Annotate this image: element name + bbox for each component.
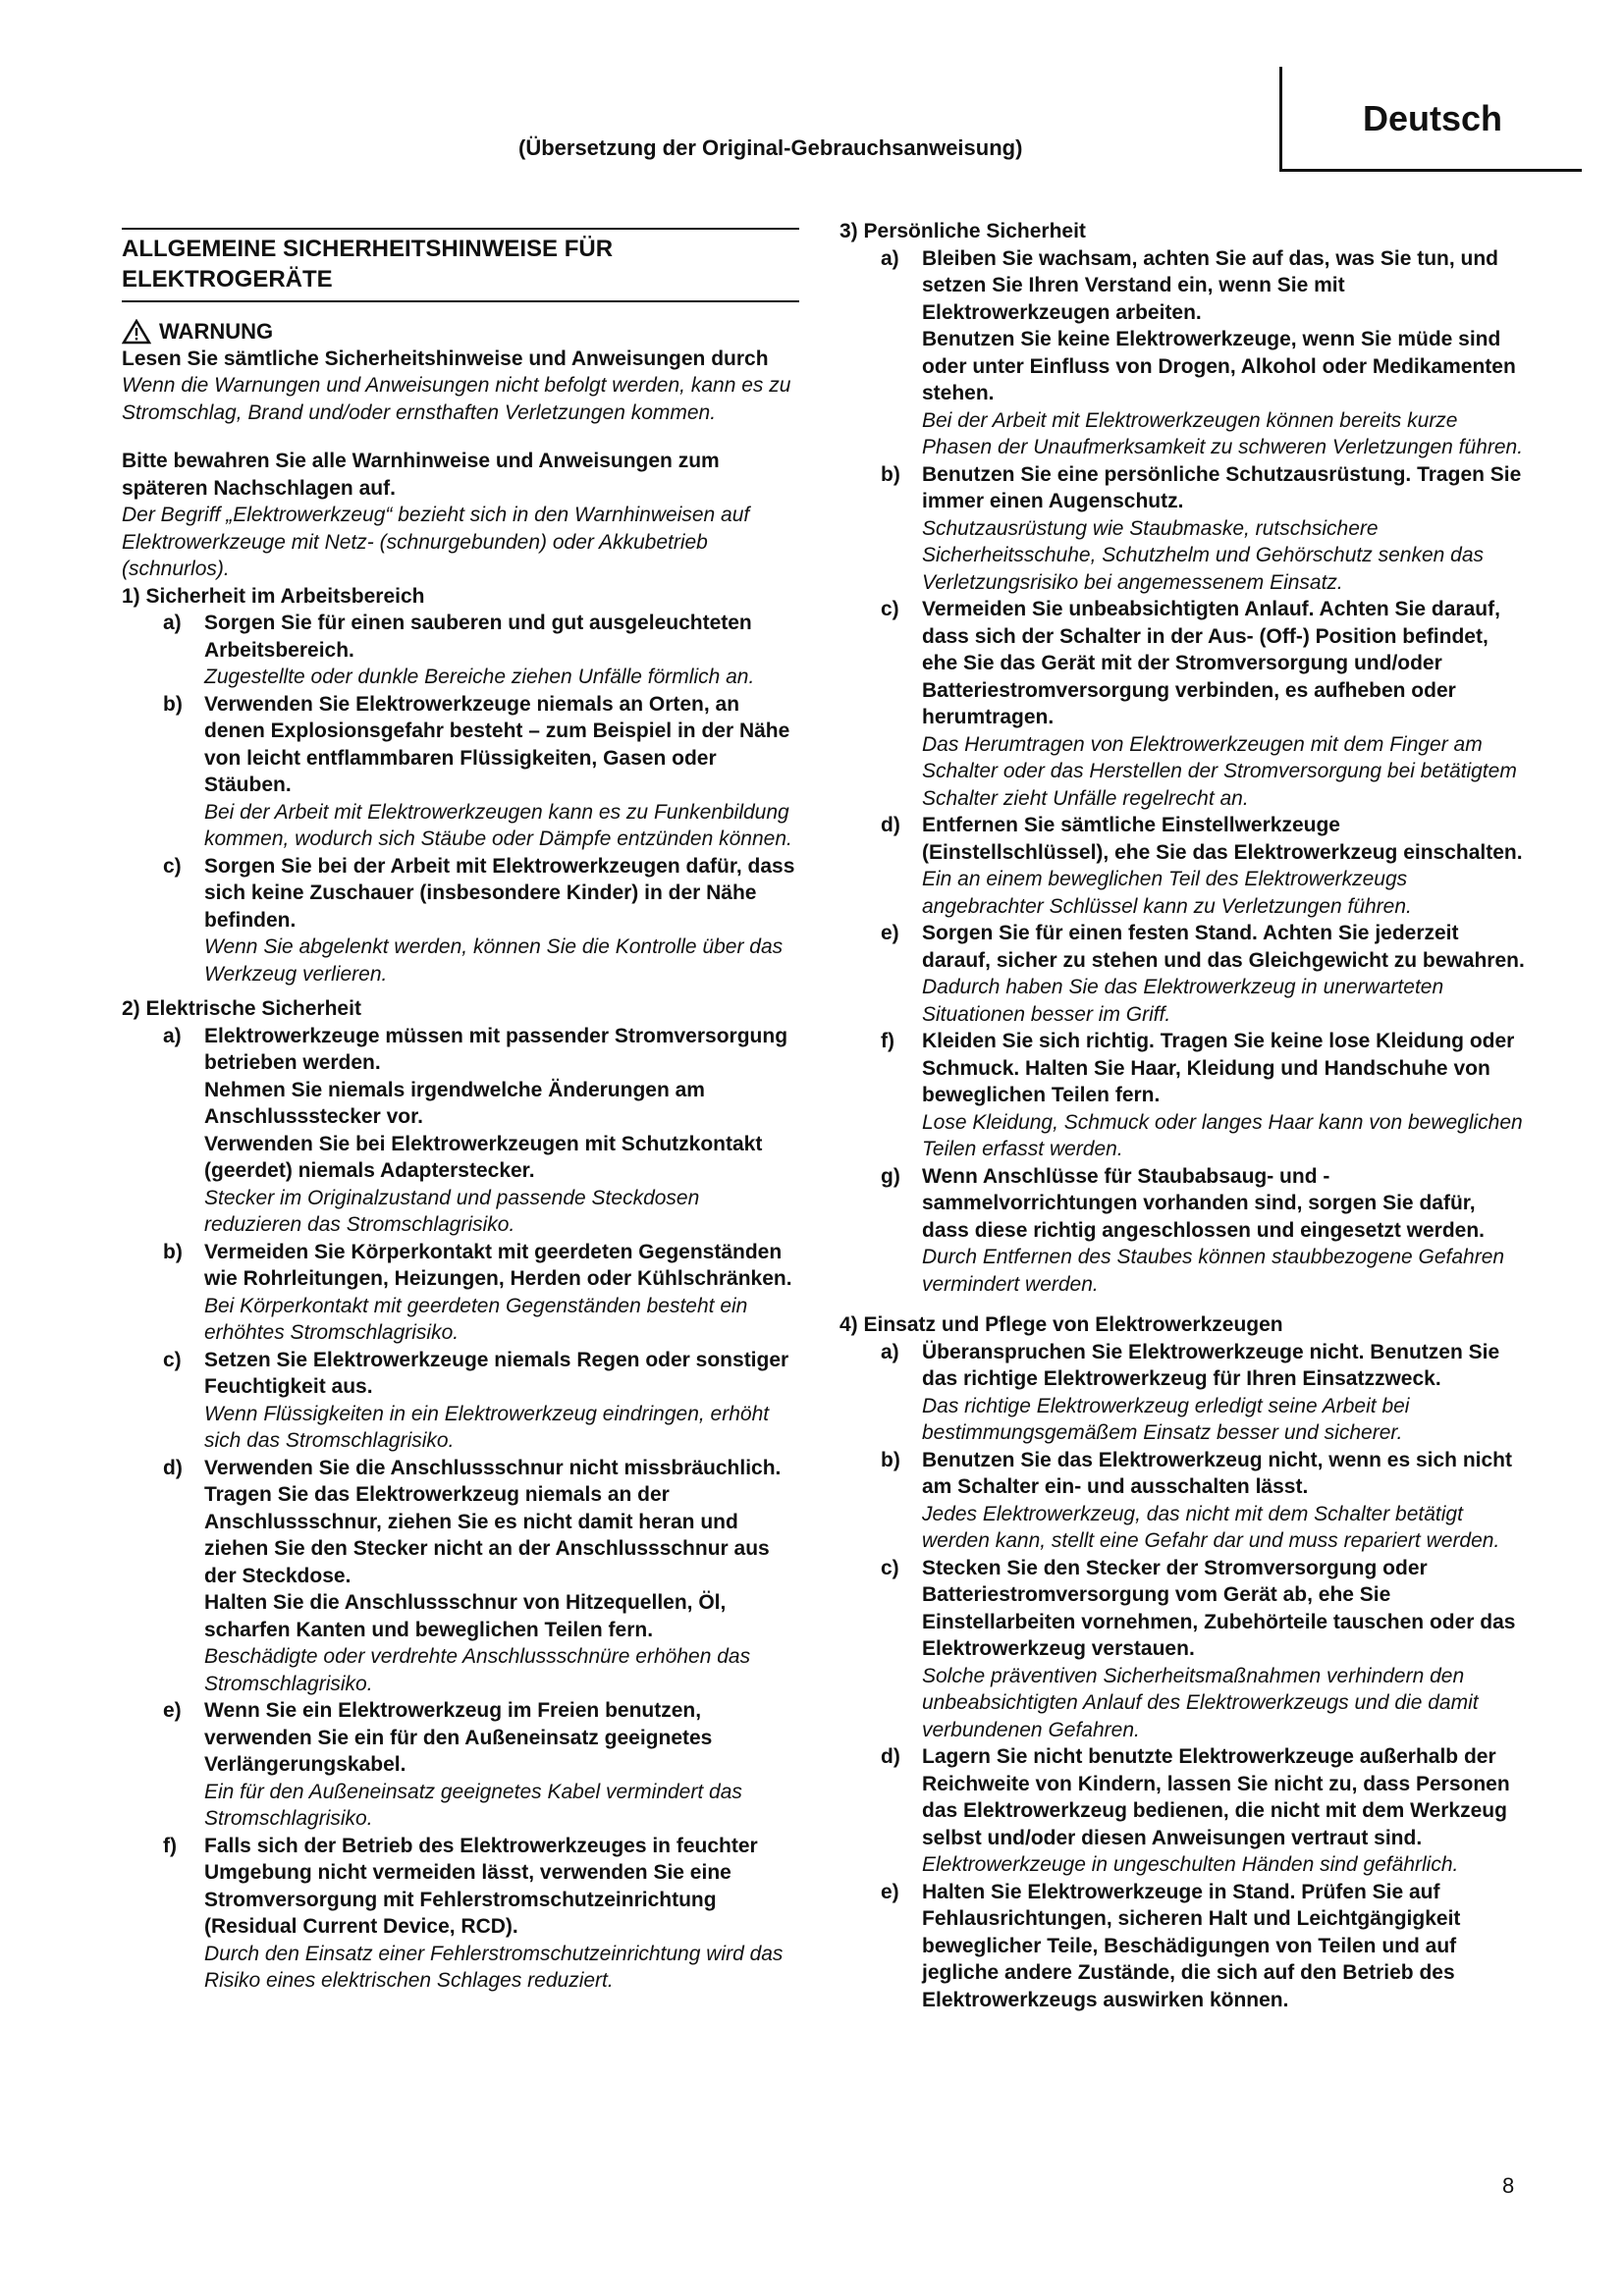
section-3e: e) Sorgen Sie für einen festen Stand. Achten Sie jederzeit darauf, sicher zu stehen und das Gleichgewicht zu bewahren. Dadurch haben Sie das Elektrowerkzeug in unerwarteten Situationen besser im Griff.	[881, 922, 1525, 1026]
section-4e: e) Halten Sie Elektrowerkzeuge in Stand. Prüfen Sie auf Fehlausrichtungen, sicheren Halt und Leichtgängigkeit beweglicher Teile, Beschädigungen von Teilen und auf jegliche andere Zustände, die sich auf den Betrieb des Elektrowerkzeugs auswirken können.	[881, 1880, 1461, 2011]
section-4d: d) Lagern Sie nicht benutzte Elektrowerkzeuge außerhalb der Reichweite von Kindern, lassen Sie nicht zu, dass Personen das Elektrowerkzeug bedienen, die nicht mit dem Werkzeug selbst und/oder diesen Anweisungen vertraut sind. Elektrowerkzeuge in ungeschulten Händen sind gefährlich.	[881, 1745, 1510, 1876]
language-label: Deutsch	[1363, 98, 1503, 138]
section-2-title: 2) Elektrische Sicherheit	[122, 997, 361, 1020]
section-1b: b) Verwenden Sie Elektrowerkzeuge niemals an Orten, an denen Explosionsgefahr besteht – zum Beispiel in der Nähe von leicht entflammbaren Flüssigkeiten, Gasen oder Stäuben. Bei der Arbeit mit Elektrowerkzeugen kann es zu Funkenbildung kommen, wodurch sich Stäube oder Dämpfe entzünden können.	[163, 692, 792, 850]
section-3g: g) Wenn Anschlüsse für Staubabsaug- und -sammelvorrichtungen vorhanden sind, sorgen Sie dafür, dass diese richtig angeschlossen und eingesetzt werden. Durch Entfernen des Staubes können staubbezogene Gefahren vermindert werden.	[881, 1164, 1505, 1296]
section-2e: e) Wenn Sie ein Elektrowerkzeug im Freien benutzen, verwenden Sie ein für den Außeneinsatz geeignetes Verlängerungskabel. Ein für den Außeneinsatz geeignetes Kabel vermindert das Stromschlagrisiko.	[163, 1699, 742, 1830]
warning-italic-text: Wenn die Warnungen und Anweisungen nicht befolgt werden, kann es zu Stromschlag, Brand und/oder ernsthaften Verletzungen kommen.	[122, 374, 791, 424]
page-number: 8	[1502, 2173, 1515, 2198]
section-3b: b) Benutzen Sie eine persönliche Schutzausrüstung. Tragen Sie immer einen Augenschutz. Schutzausrüstung wie Staubmaske, rutschsichere Sicherheitsschuhe, Schutzhelm und Gehörschutz senken das Verletzungsrisiko bei angemessenem Einsatz.	[881, 462, 1522, 594]
page-title: ALLGEMEINE SICHERHEITSHINWEISE FÜR ELEKTROGERÄTE	[122, 228, 799, 302]
section-1-title: 1) Sicherheit im Arbeitsbereich	[122, 584, 425, 608]
section-1a: a) Sorgen Sie für einen sauberen und gut ausgeleuchteten Arbeitsbereich. Zugestellte oder dunkle Bereiche ziehen Unfälle förmlich an.	[163, 612, 755, 688]
section-3-title: 3) Persönliche Sicherheit	[839, 220, 1086, 242]
document-subtitle: (Übersetzung der Original-Gebrauchsanweisung)	[518, 135, 1023, 160]
section-3c: c) Vermeiden Sie unbeabsichtigten Anlauf. Achten Sie darauf, dass sich der Schalter in der Aus- (Off-) Position befindet, ehe Sie das Gerät mit der Stromversorgung und/oder Batteriestromversorgung verbinden, es aufheben oder herumtragen. Das Herumtragen von Elektrowerkzeugen mit dem Finger am Schalter oder das Herstellen der Stromversorgung bei betätigtem Schalter zieht Unfälle regelrecht an.	[881, 598, 1517, 810]
term-definition-text: Der Begriff „Elektrowerkzeug“ bezieht sich in den Warnhinweisen auf Elektrowerkzeuge mit Netz- (schnurgebunden) oder Akkubetrieb (schnurlos).	[122, 504, 750, 580]
left-column	[122, 206, 799, 1995]
warning-bold-text: Lesen Sie sämtliche Sicherheitshinweise und Anweisungen durch	[122, 347, 769, 370]
section-2f: f) Falls sich der Betrieb des Elektrowerkzeuges in feuchter Umgebung nicht vermeiden lässt, verwenden Sie eine Stromversorgung mit Fehlerstromschutzeinrichtung (Residual Current Device, RCD). Durch den Einsatz einer Fehlerstromschutzeinrichtung wird das Risiko eines elektrischen Schlages reduziert.	[163, 1834, 784, 1992]
section-3d: d) Entfernen Sie sämtliche Einstellwerkzeuge (Einstellschlüssel), ehe Sie das Elektrowerkzeug einschalten. Ein an einem beweglichen Teil des Elektrowerkzeugs angebrachter Schlüssel kann zu Verletzungen führen.	[881, 814, 1523, 918]
warning-heading	[122, 318, 799, 346]
section-4a: a) Überanspruchen Sie Elektrowerkzeuge nicht. Benutzen Sie das richtige Elektrowerkzeug für Ihren Einsatzzweck. Das richtige Elektrowerkzeug erledigt seine Arbeit bei bestimmungsgemäßem Einsatz besser und sicherer.	[881, 1340, 1500, 1444]
section-2c: c) Setzen Sie Elektrowerkzeuge niemals Regen oder sonstiger Feuchtigkeit aus. Wenn Flüssigkeiten in ein Elektrowerkzeug eindringen, erhöht sich das Stromschlagrisiko.	[163, 1348, 789, 1452]
section-4-title: 4) Einsatz und Pflege von Elektrowerkzeugen	[839, 1313, 1283, 1336]
section-3f: f) Kleiden Sie sich richtig. Tragen Sie keine lose Kleidung oder Schmuck. Halten Sie Haar, Kleidung und Handschuhe von beweglichen Teilen fern. Lose Kleidung, Schmuck oder langes Haar kann von beweglichen Teilen erfasst werden.	[881, 1030, 1523, 1160]
section-2b: b) Vermeiden Sie Körperkontakt mit geerdeten Gegenständen wie Rohrleitungen, Heizungen, Herden oder Kühlschränken. Bei Körperkontakt mit geerdeten Gegenständen besteht ein erhöhtes Stromschlagrisiko.	[163, 1240, 792, 1344]
section-2d: d) Verwenden Sie die Anschlussschnur nicht missbräuchlich. Tragen Sie das Elektrowerkzeug niemals an der Anschlussschnur, ziehen Sie es nicht damit heran und ziehen Sie den Stecker nicht an der Anschlussschnur aus der Steckdose. Halten Sie die Anschlussschnur von Hitzequellen, Öl, scharfen Kanten und beweglichen Teilen fern. Beschädigte oder verdrehte Anschlussschnüre erhöhen das Stromschlagrisiko.	[163, 1456, 782, 1695]
section-4c: c) Stecken Sie den Stecker der Stromversorgung oder Batteriestromversorgung vom Gerät ab, ehe Sie Einstellarbeiten vornehmen, Zubehörteile tauschen oder das Elektrowerkzeug verstauen. Solche präventiven Sicherheitsmaßnahmen verhindern den unbeabsichtigten Anlauf des Elektrowerkzeugs und die damit verbundenen Gefahren.	[881, 1556, 1516, 1741]
section-3a: a) Bleiben Sie wachsam, achten Sie auf das, was Sie tun, und setzen Sie Ihren Verstand ein, wenn Sie mit Elektrowerkzeugen arbeiten. Benutzen Sie keine Elektrowerkzeuge, wenn Sie müde sind oder unter Einfluss von Drogen, Alkohol oder Medikamenten stehen. Bei der Arbeit mit Elektrowerkzeugen können bereits kurze Phasen der Unaufmerksamkeit zu schweren Verletzungen führen.	[881, 246, 1524, 458]
warning-triangle-icon	[122, 319, 151, 345]
section-2a: a) Elektrowerkzeuge müssen mit passender Stromversorgung betrieben werden. Nehmen Sie niemals irgendwelche Änderungen am Anschlussstecker vor. Verwenden Sie bei Elektrowerkzeugen mit Schutzkontakt (geerdet) niemals Adapterstecker. Stecker im Originalzustand und passende Steckdosen reduzieren das Stromschlagrisiko.	[163, 1024, 788, 1236]
keep-instructions-text: Bitte bewahren Sie alle Warnhinweise und Anweisungen zum späteren Nachschlagen auf.	[122, 450, 720, 500]
section-1c: c) Sorgen Sie bei der Arbeit mit Elektrowerkzeugen dafür, dass sich keine Zuschauer (insbesondere Kinder) in der Nähe befinden. Wenn Sie abgelenkt werden, können Sie die Kontrolle über das Werkzeug verlieren.	[163, 854, 795, 986]
warning-label: WARNUNG	[159, 319, 274, 344]
right-column	[839, 218, 1527, 2013]
section-4b: b) Benutzen Sie das Elektrowerkzeug nicht, wenn es sich nicht am Schalter ein- und ausschalten lässt. Jedes Elektrowerkzeug, das nicht mit dem Schalter betätigt werden kann, stellt eine Gefahr dar und muss repariert werden.	[881, 1448, 1512, 1552]
